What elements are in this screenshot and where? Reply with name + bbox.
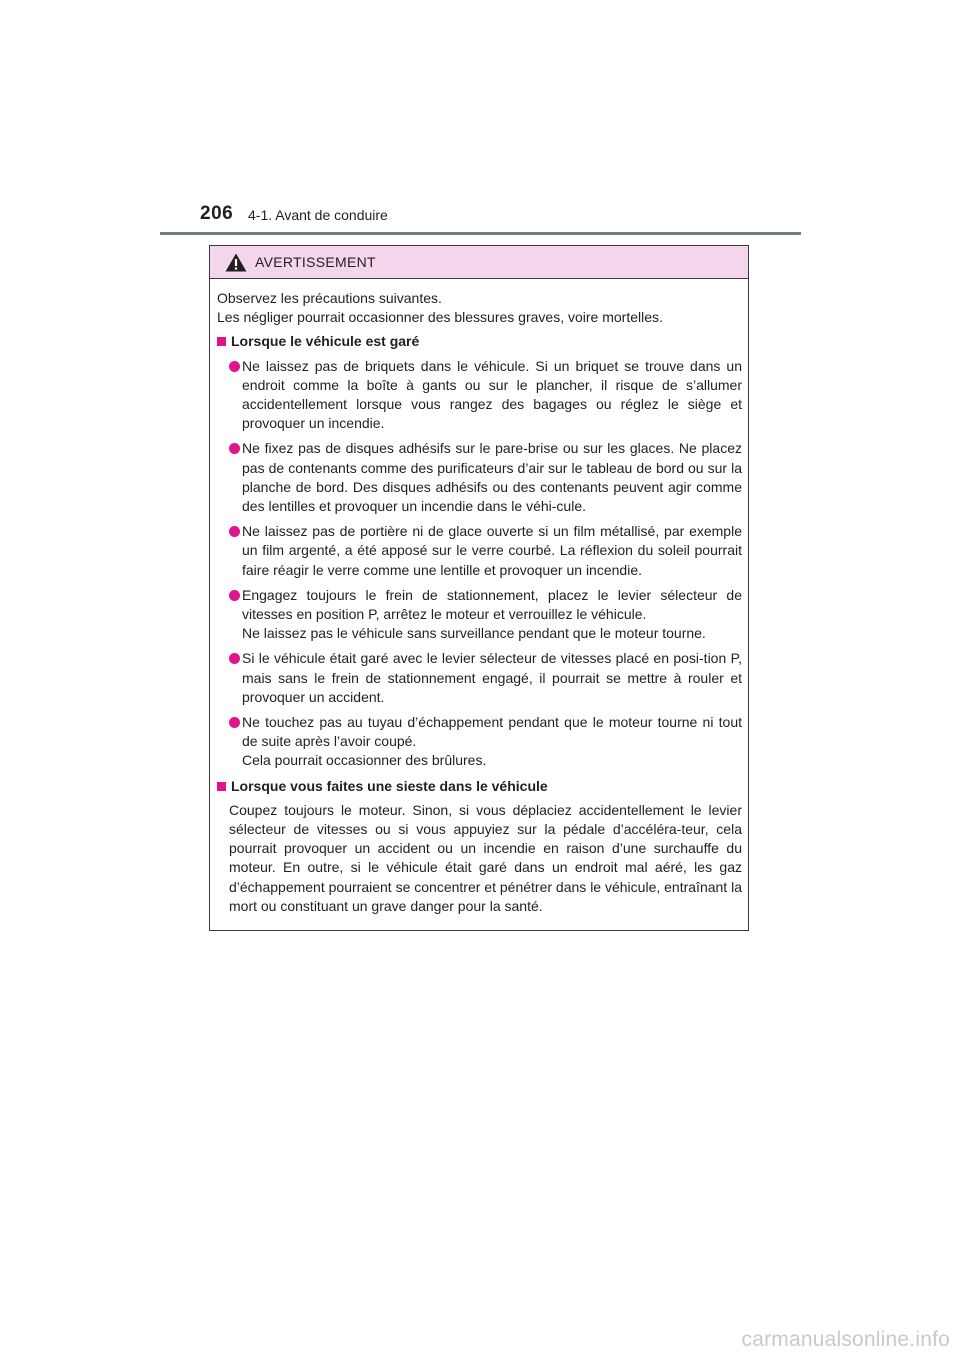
list-item [217, 586, 742, 644]
square-bullet-icon [217, 782, 226, 791]
warning-body [210, 279, 748, 916]
item-text: Ne laissez pas le véhicule sans surveillance pendant que le moteur tourne. [242, 625, 706, 642]
item-text: Ne laissez pas de portière ni de glace ouverte si un film métallisé, par exemple un film argenté, a été apposé sur le verre courbé. La réflexion du soleil pourrait faire réagir le verre comme une lentille et provoquer un incendie. [242, 523, 742, 578]
warning-intro [217, 289, 742, 327]
section-heading-nap [217, 777, 742, 796]
watermark[interactable]: carmanualsonline.info [741, 1328, 950, 1351]
parked-items-list [217, 357, 742, 771]
warning-box [209, 245, 749, 931]
header-rule [160, 232, 801, 235]
page-header [200, 203, 800, 233]
list-item [217, 649, 742, 707]
item-text: Ne laissez pas de briquets dans le véhicule. Si un briquet se trouve dans un endroit comme la boîte à gants ou sur le plancher, il risque de s’allumer accidentellement lorsque vous rangez des bagages ou réglez le siège et provoquer un incendie. [242, 357, 742, 432]
warning-triangle-icon [225, 253, 247, 272]
intro-line: Les négliger pourrait occasionner des blessures graves, voire mortelles. [217, 309, 663, 326]
section-heading-text: Lorsque le véhicule est garé [231, 333, 420, 350]
section-heading-parked [217, 332, 742, 351]
nap-paragraph: Coupez toujours le moteur. Sinon, si vous déplaciez accidentellement le levier sélecteur de vitesses ou si vous appuyiez sur la pédale d’accéléra-teur, cela pourrait provoquer un accident ou un incendie en raison d’une surchauffe du moteur. En outre, si le véhicule était garé dans un endroit mal aéré, les gaz d’échappement pourraient se concentrer et pénétrer dans le véhicule, entraînant la mort ou constituant un grave danger pour la santé. [229, 801, 742, 914]
item-text: Engagez toujours le frein de stationnement, placez le levier sélecteur de vitesses en position P, arrêtez le moteur et verrouillez le véhicule. [242, 586, 742, 623]
intro-line: Observez les précautions suivantes. [217, 290, 442, 306]
item-text: Ne touchez pas au tuyau d’échappement pendant que le moteur tourne ni tout de suite après l’avoir coupé. [242, 714, 742, 750]
item-text: Cela pourrait occasionner des brûlures. [242, 752, 487, 769]
square-bullet-icon [217, 337, 226, 346]
section-heading-text: Lorsque vous faites une sieste dans le véhicule [231, 777, 548, 794]
item-text: Si le véhicule était garé avec le levier sélecteur de vitesses placé en posi-tion P, mais sans le frein de stationnement engagé, il pourrait se mettre à rouler et provoquer un accident. [242, 650, 742, 705]
section-title: 4-1. Avant de conduire [248, 207, 388, 223]
list-item [217, 439, 742, 516]
warning-title: AVERTISSEMENT [255, 254, 376, 270]
list-item [217, 357, 742, 434]
list-item [217, 713, 742, 771]
list-item [217, 522, 742, 580]
item-text: Ne fixez pas de disques adhésifs sur le pare-brise ou sur les glaces. Ne placez pas de contenants comme des purificateurs d’air sur le tableau de bord ou sur la planche de bord. Des disques adhésifs ou des contenants peuvent agir comme des lentilles et provoquer un incendie dans le véhi-cule. [242, 440, 742, 515]
page-number: 206 [200, 203, 234, 224]
warning-header [210, 246, 748, 279]
